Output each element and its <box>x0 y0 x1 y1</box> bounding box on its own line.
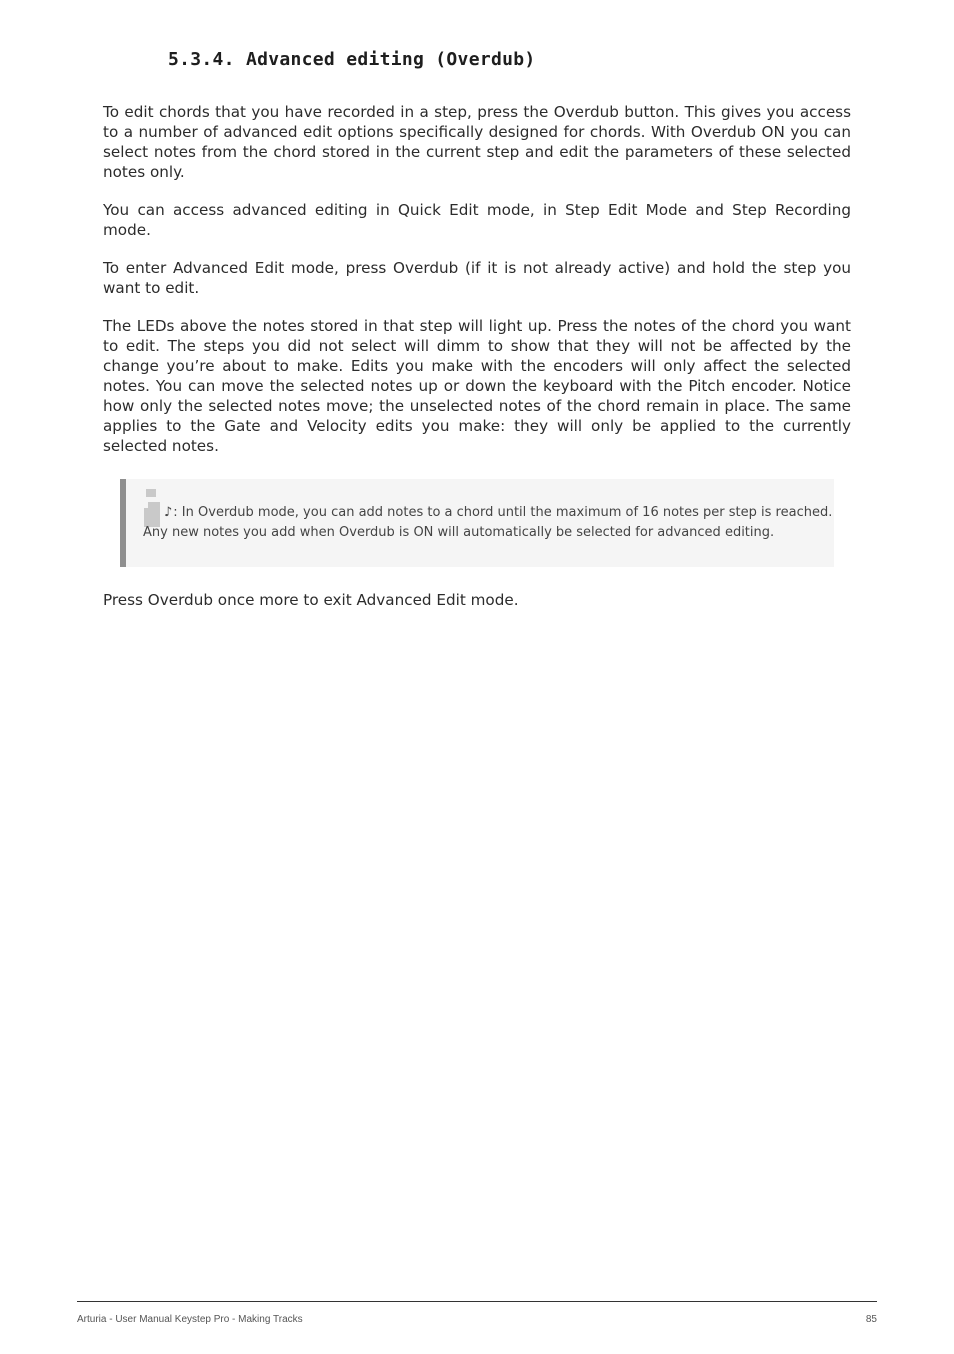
footer-title: Arturia - User Manual Keystep Pro - Making Tracks <box>77 1314 303 1325</box>
info-note-box <box>120 479 834 567</box>
page-number: 85 <box>865 1314 877 1325</box>
info-note-body: : In Overdub mode, you can add notes to a chord until the maximum of 16 notes per step is reached. Any new notes you add when Overdub is ON will automatically be selected for advanced editing. <box>143 505 833 540</box>
paragraph-access-modes: You can access advanced editing in Quick Edit mode, in Step Edit Mode and Step Recording mode. <box>103 201 851 239</box>
paragraph-overdub-intro: To edit chords that you have recorded in a step, press the Overdub button. This gives you access to a number of advanced edit options specifically designed for chords. With Overdub ON you can select notes from the chord stored in the current step and edit the parameters of these selected notes only. <box>103 103 851 181</box>
body-text <box>103 102 851 474</box>
paragraph-enter-advanced-edit: To enter Advanced Edit mode, press Overdub (if it is not already active) and hold the step you want to edit. <box>103 259 851 297</box>
section-heading: 5.3.4. Advanced editing (Overdub) <box>168 49 536 70</box>
music-note-icon: ♪ <box>164 505 173 520</box>
footer-divider <box>77 1301 877 1302</box>
paragraph-led-selection: The LEDs above the notes stored in that step will light up. Press the notes of the chord you want to edit. The steps you did not select will dimm to show that they will not be affected by the change you’re about to make. Edits you make with the encoders will only affect the selected notes. You can move the selected notes up or down the keyboard with the Pitch encoder. Notice how only the selected notes move; the unselected notes of the chord remain in place. The same applies to the Gate and Velocity edits you make: they will only be applied to the currently selected notes. <box>103 317 851 455</box>
info-note-text <box>143 503 833 543</box>
paragraph-exit-advanced-edit: Press Overdub once more to exit Advanced Edit mode. <box>103 591 519 609</box>
